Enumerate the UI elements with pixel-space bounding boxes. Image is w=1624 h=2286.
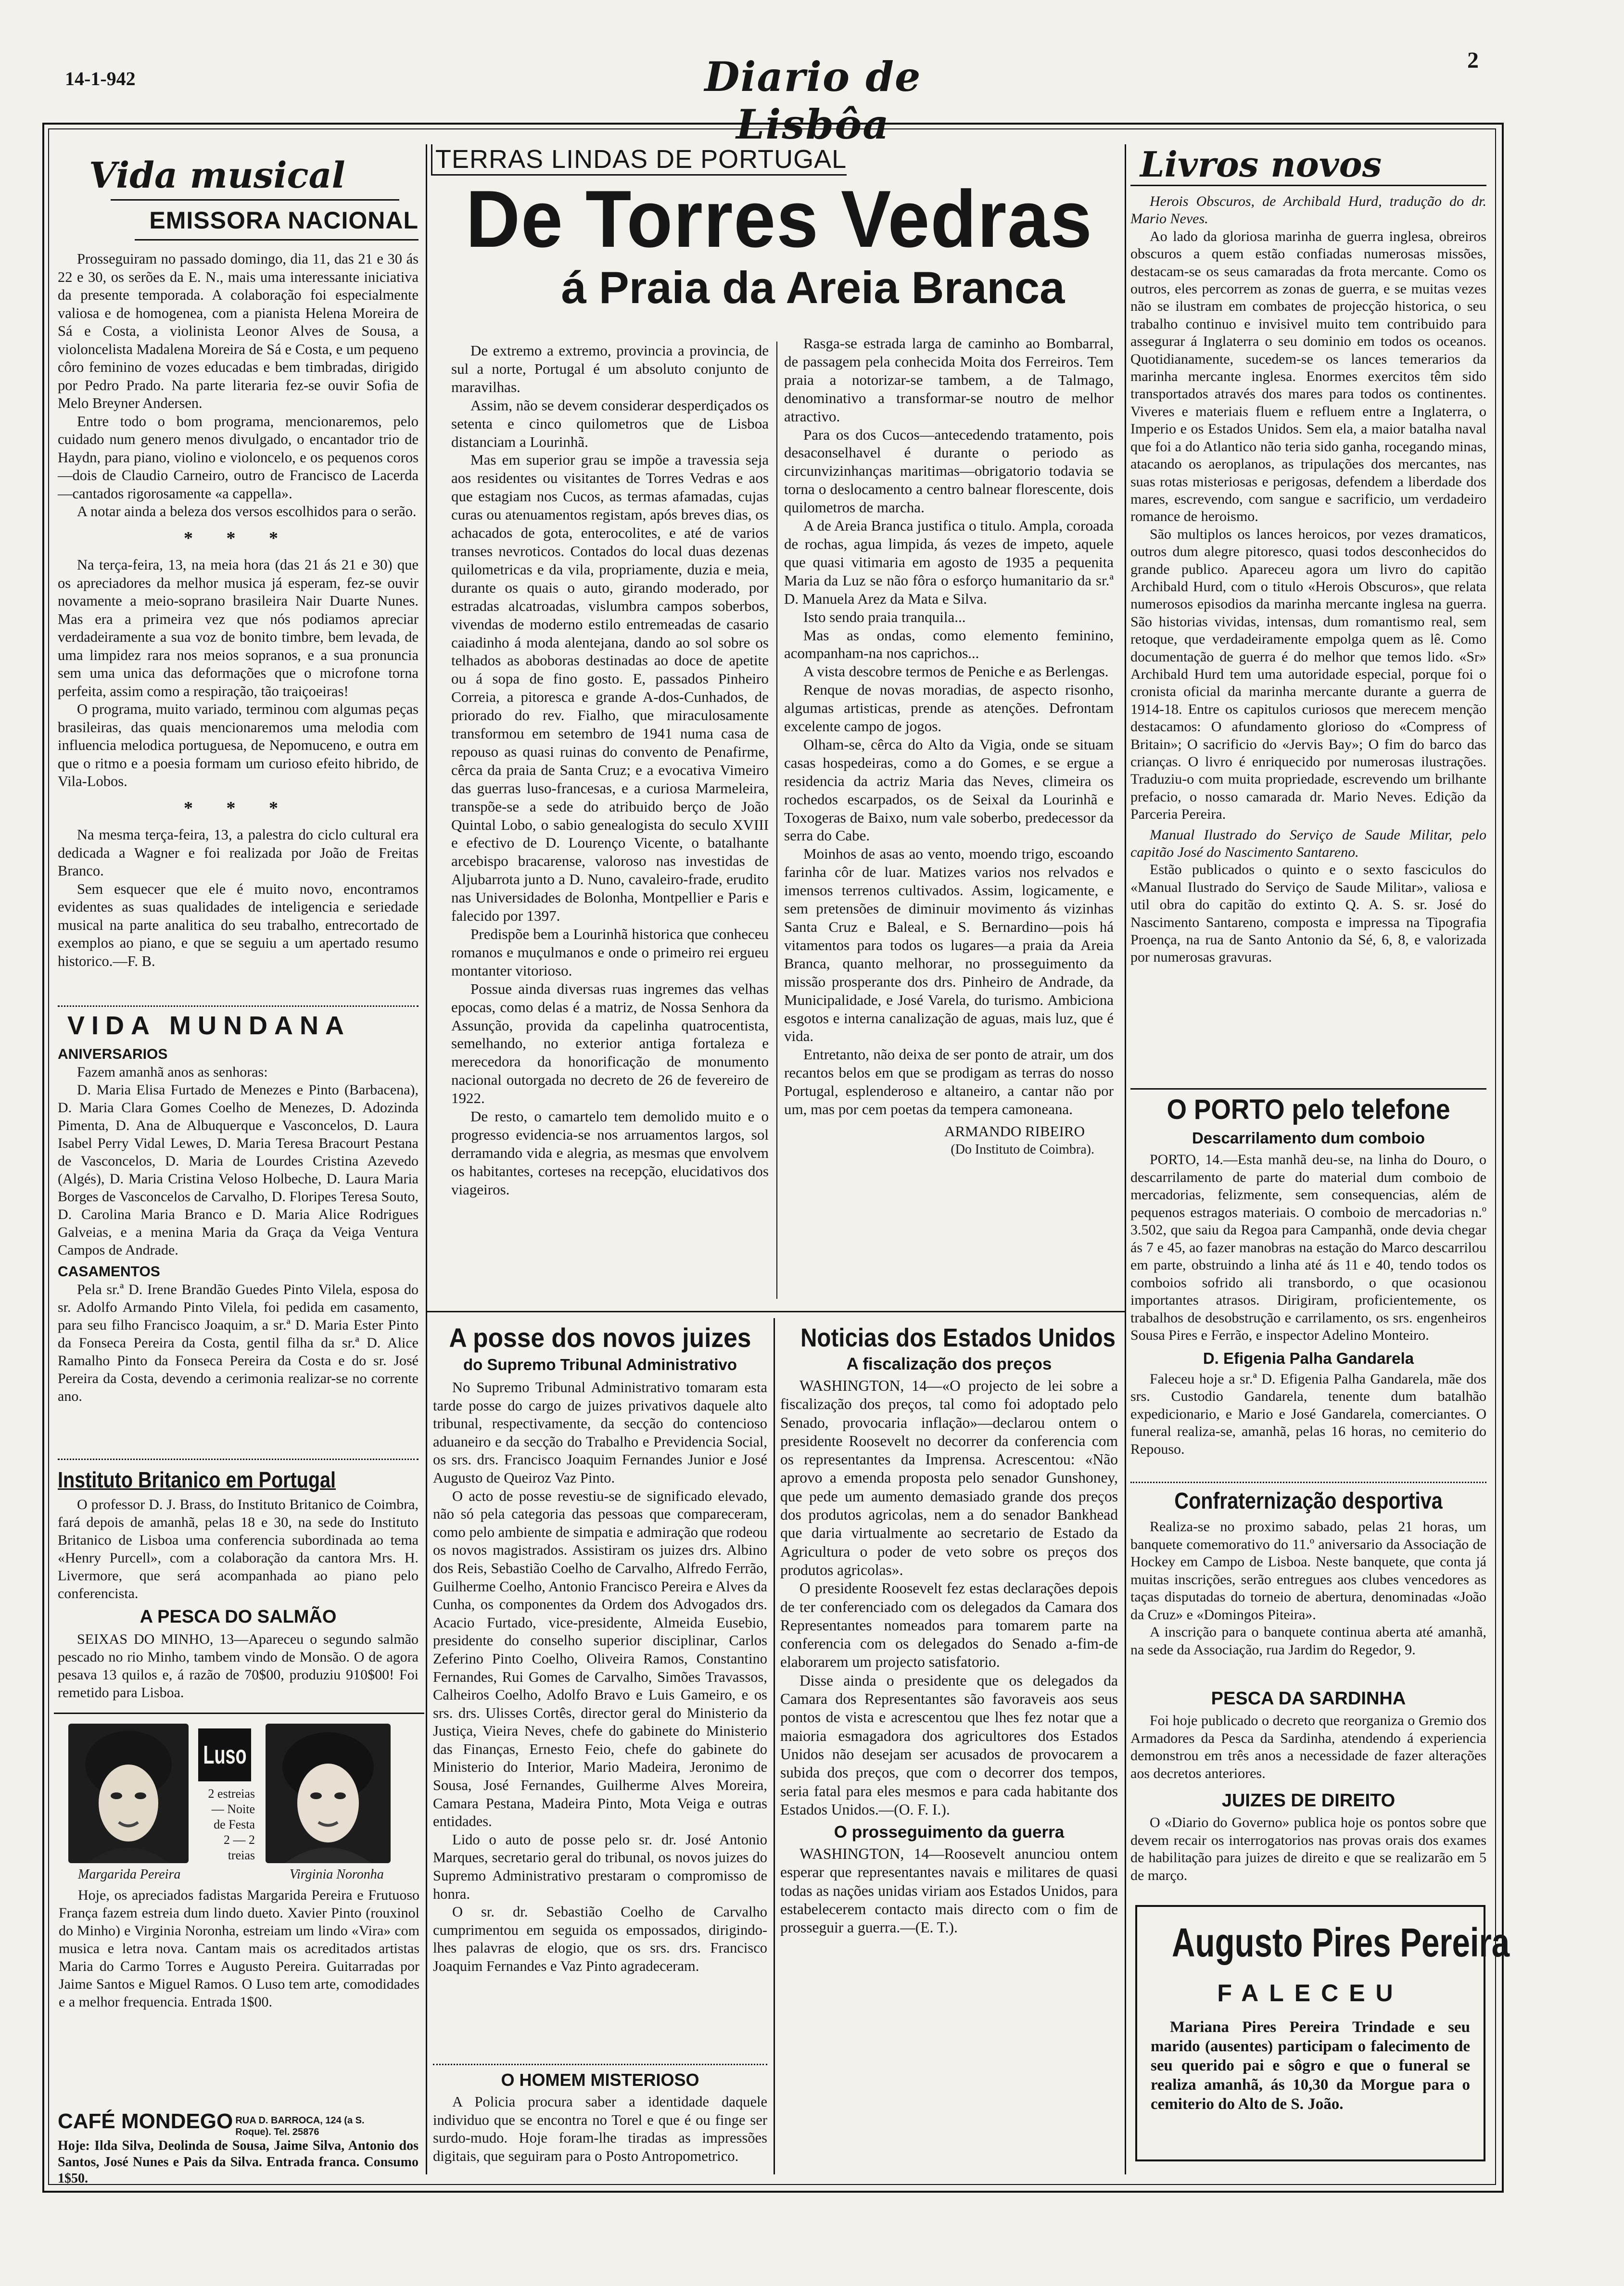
terras-section xyxy=(428,144,1123,1308)
obituary-box xyxy=(1135,1905,1510,2161)
posse-head: A posse dos novos juizes xyxy=(449,1322,751,1353)
cafe-body xyxy=(58,2138,419,2187)
column-rule-3 xyxy=(774,1318,775,2174)
paragraph: Hoje: Ilda Silva, Deolinda de Sousa, Jaime Silva, Antonio dos Santos, José Nunes e Pais da Silva. Entrada franca. Consumo 1$50. xyxy=(58,2138,419,2186)
confrat-head: Confraternização desportiva xyxy=(1174,1488,1443,1514)
paragraph: Olham-se, cêrca do Alto da Vigia, onde se situam casas hospedeiras, como a do Gomes, e se ergue a residencia da actriz Maria das Neves, climeira os rochedos escarpados, os de Seixal da Lourinhã e Toxogeras de Baixo, num vale soberbo, predecessor da serra do Cabe. xyxy=(784,736,1114,844)
paragraph: WASHINGTON, 14—Roosevelt anunciou ontem esperar que representantes navais e militares de quasi todas as nações unidas viriam aos Estados Unidos, para estabelecerem contacto mais directo com o fim de prosseguir a guerra.—(E. T.). xyxy=(780,1845,1118,1936)
paragraph: O professor D. J. Brass, do Instituto Britanico de Coimbra, fará depois de amanhã, pelas 18 e 30, na sede do Instituto Britanico de Lisboa uma conferencia subordinada ao tema «Henry Purcell», com a colaboração da cantora Mrs. H. Livermore, que será acompanhada ao piano pelo conferencista. xyxy=(58,1497,419,1601)
masthead xyxy=(0,0,1624,148)
paragraph: SEIXAS DO MINHO, 13—Apareceu o segundo salmão pescado no rio Minho, tambem vindo de Monsão. O de agora pesava 13 quilos e, á razão de 70$00, produziu 910$00! Foi remetido para Lisboa. xyxy=(58,1631,419,1701)
paragraph: Isto sendo praia tranquila... xyxy=(803,608,966,625)
paragraph: Sem esquecer que ele é muito novo, encontramos evidentes as suas qualidades de inteligencia e seriedade musical na parte analitica do seu trabalho, entrecortado de exemplos ao piano, e que se seguiu a um apertado resumo historico.—F. B. xyxy=(58,880,419,969)
aniversarios-head: ANIVERSARIOS xyxy=(58,1046,168,1062)
livros-section xyxy=(1130,144,1486,966)
badge-line: — Noite xyxy=(211,1802,255,1816)
paragraph: Prosseguiram no passado domingo, dia 11, das 21 e 30 ás 22 e 30, os serões da E. N., mais uma interessante iniciativa da presente temporada. A colaboração foi especialmente valiosa e de homogenea, com a pianista Helena Moreira de Sá e Costa, a violinista Leonor Alves de Sousa, a violoncelista Madalena Moreira de Sá e Costa, e um pequeno côro feminino de vozes educadas e bem timbradas, dirigido por Pedro Prado. Na parte literaria fez-se ouvir Sofia de Melo Breyner Andersen. xyxy=(58,251,419,411)
badge-line: 2 — 2 xyxy=(224,1833,255,1847)
kicker-rule xyxy=(111,199,399,201)
terras-subtitle: á Praia da Areia Branca xyxy=(561,262,1065,313)
vida-musical-kicker: Vida musical xyxy=(89,155,345,196)
badge-line: 2 estreias xyxy=(208,1787,255,1801)
book-title: Herois Obscuros, de Archibald Hurd, tradução do dr. Mario Neves. xyxy=(1130,193,1486,227)
paragraph: Pela sr.ª D. Irene Brandão Guedes Pinto Vilela, esposa do sr. Adolfo Armando Pinto Vilela, foi pedida em casamento, para seu filho Francisco Joaquim, a sr.ª D. Maria Ester Pinto da Fonseca Pereira da Costa, gentil filha da sr.ª D. Alice Ramalho Pinto da Fonseca Pereira da Costa e do sr. José Pereira da Costa, devendo a cerimonia realizar-se no corrente ano. xyxy=(58,1282,419,1404)
terras-column-rule xyxy=(776,342,777,1299)
issue-date: 14-1-942 xyxy=(65,68,136,89)
paragraph: Predispõe bem a Lourinhã historica que conheceu romanos e muçulmanos e onde o primeiro rei ergueu montanter vitorioso. xyxy=(451,926,769,979)
caption-right: Virginia Noronha xyxy=(290,1867,384,1882)
livros-body xyxy=(1130,193,1486,966)
casamentos-head: CASAMENTOS xyxy=(58,1264,160,1280)
luso-ad xyxy=(54,1713,424,2010)
paragraph: Estão publicados o quinto e o sexto fasciculos do «Manual Ilustrado do Serviço de Saude Militar», valiosa e util obra do capitão do extinto Q. A. S. sr. José do Nascimento Santareno, composta e impressa na Tipografia Proença, na rua de Santo Antonio da Sé, 6, 8, e valorizada por numerosas gravuras. xyxy=(1130,862,1486,965)
page-number: 2 xyxy=(1467,48,1479,73)
paragraph: A de Areia Branca justifica o titulo. Ampla, coroada de rochas, agua limpida, ás vezes de impeto, aquele que quasi vitimaria em agosto de 1935 a pequenita Maria da Luz se não fôra o esforço humanitario da sr.ª D. Manuela Arez da Mata e Silva. xyxy=(784,517,1114,607)
photo-margarida-pereira xyxy=(68,1724,189,1863)
obituary-faleceu: FALECEU xyxy=(1217,1980,1404,2007)
paragraph: Lido o auto de posse pelo sr. dr. José Antonio Marques, secretario geral do tribunal, os novos juizes do Supremo Administrativo prestaram o compromisso de honra. xyxy=(433,1831,767,1902)
porto-head: O PORTO pelo telefone xyxy=(1167,1094,1450,1125)
paragraph: WASHINGTON, 14—«O projecto de lei sobre a fiscalização dos preços, tal como foi adoptado pelo Senado, provocaria inflação»—declarou ontem o presidente Roosevelt no decorrer da conferencia com os representantes da Imprensa. Acrescentou: «Não aprovo a emenda proposta pelo senador Gunshoney, que pede um aumento demasiado grande dos preços dos produtos agricolas, nem a do senador Bankhead que daria virtualmente ao secretario de Estado da Agricultura o poder de veto sobre os preços dos produtos agricolas». xyxy=(780,1377,1118,1578)
sardinha-body xyxy=(1130,1712,1486,1782)
eua-section xyxy=(780,1323,1118,1937)
terras-kicker: TERRAS LINDAS DE PORTUGAL xyxy=(431,144,847,176)
dotted-rule xyxy=(58,1005,419,1007)
paragraph: Realiza-se no proximo sabado, pelas 21 horas, um banquete comemorativo do 11.º aniversario da Associação de Hockey em Campo de Lisboa. Neste banquete, que conta já muitas inscrições, serão entregues aos clubes vencedores as taças disputadas do torneio de abertura, denominadas «João da Cruz» e «Domingos Piteira». xyxy=(1130,1519,1486,1623)
instituto-section xyxy=(58,1459,419,1602)
juizes-section xyxy=(1130,1791,1486,1884)
vida-mundana-head: VIDA MUNDANA xyxy=(67,1011,351,1040)
paragraph: A Policia procura saber a identidade daquele individuo que se encontra no Torel e que é ou finge ser surdo-mudo. Hoje foram-lhe tiradas as impressões digitais, que seguiram para o Posto Antropometrico. xyxy=(433,2094,767,2164)
luso-badge xyxy=(207,1786,255,1863)
sardinha-head: PESCA DA SARDINHA xyxy=(1211,1689,1406,1709)
paragraph: Foi hoje publicado o decreto que reorganiza o Gremio dos Armadores da Pesca da Sardinha, atendendo á experiencia demonstrou em três anos a necessidade de fazer alterações aos decretos anteriores. xyxy=(1130,1713,1486,1781)
paragraph: A notar ainda a beleza dos versos escolhidos para o serão. xyxy=(77,503,417,520)
luso-logo xyxy=(198,1728,251,1781)
salmao-body xyxy=(58,1630,419,1702)
badge-line: de Festa xyxy=(214,1817,255,1831)
salmao-head: A PESCA DO SALMÃO xyxy=(140,1607,337,1627)
juizes-body xyxy=(1130,1814,1486,1884)
instituto-body xyxy=(58,1496,419,1602)
terras-author: ARMANDO RIBEIRO xyxy=(944,1122,1085,1140)
badge-line: treias xyxy=(228,1848,255,1862)
paragraph: O programa, muito variado, terminou com algumas peças brasileiras, das quais mencionaremos uma melodia com influencia melodica portuguesa, de Nepomuceno, e outra em que o ritmo e a poesia formam um curioso efeito hibrido, de Vila-Lobos. xyxy=(58,701,419,789)
paragraph: Possue ainda diversas ruas ingremes das velhas epocas, como delas é a matriz, de Nossa Senhora da Assunção, provida da capelinha quatrocentista, semelhando, no exterior antiga fortaleza e merecedora da honorificação de monumento nacional outorgada no decreto de 26 de fevereiro de 1922. xyxy=(451,980,769,1107)
vida-mundana-section xyxy=(58,1005,419,1405)
vida-musical-section xyxy=(58,154,419,970)
book-title: Manual Ilustrado do Serviço de Saude Militar, pelo capitão José do Nascimento Santareno. xyxy=(1130,826,1486,861)
porto-body xyxy=(1130,1151,1486,1345)
terras-author-aff: (Do Instituto de Coimbra). xyxy=(951,1142,1094,1157)
paragraph: No Supremo Tribunal Administrativo tomaram esta tarde posse do cargo de juizes privativos daquele alto tribunal, respectivamente, da secção do contencioso aduaneiro e da secção do Trabalho e Previdencia Social, os srs. drs. Francisco Joaquim Fernandes Junior e José Augusto de Queiroz Vaz Pinto. xyxy=(433,1379,767,1486)
posse-subhead: do Supremo Tribunal Administrativo xyxy=(463,1356,737,1373)
obituary-name: Augusto Pires Pereira xyxy=(1172,1920,1510,1965)
paragraph: Rasga-se estrada larga de caminho ao Bombarral, de passagem pela conhecida Moita dos Ferreiros. Tem praia a notorizar-se tambem, a de Talmago, denominativo a transformar-se noutro de melhor atractivo. xyxy=(784,335,1114,425)
photo-virginia-noronha xyxy=(266,1724,391,1863)
caption-left: Margarida Pereira xyxy=(78,1867,181,1882)
terras-title: De Torres Vedras xyxy=(466,174,1093,264)
paragraph: Hoje, os apreciados fadistas Margarida Pereira e Frutuoso França fazem estreia dum lindo dueto. Xavier Pinto (rouxinol do Minho) e Virginia Noronha, estreiam um lindo «Vira» com musica e letra nova. Cantam mais os acreditados artistas Maria do Carmo Torres e Augusto Pereira. Guitarradas por Jaime Santos e Miguel Ramos. O Luso tem arte, comodidades e a melhor frequencia. Entrada 1$00. xyxy=(59,1887,419,2010)
paragraph: O acto de posse revestiu-se de significado elevado, não só pela categoria das pessoas que compareceram, como pelo ambiente de simpatia e admiração que rodeou os novos magistrados. Assistiram os juizes drs. Albino dos Reis, Sebastião Coelho de Carvalho, Alfredo Ferrão, Guilherme Coelho, Antonio Francisco Pereira e Alves da Cunha, os componentes da Ordem dos Advogados drs. Acacio Furtado, vice-presidente, Almeida Eusebio, presidente do conselho superior disciplinar, Carlos Zeferino Pinto Coelho, Oliveira Ramos, Constantino Fernandes, Rui Gomes de Carvalho, Simões Travassos, Calheiros Coelho, Adolfo Bravo e Luis Gameiro, e os srs. drs. Ulisses Cortês, director geral do Ministerio da Justiça, Vieira Neves, chefe do gabinete do Ministerio das Finanças, Ernesto Feio, chefe do gabinete do Ministerio do Interior, Mario Madeira, Jeronimo de Sousa, José Fernandes, Guilherme Alves Moreira, Camara Pestana, Madeira Pinto, Mota Veiga e outras entidades. xyxy=(433,1487,767,1830)
obit-body xyxy=(1130,1371,1486,1459)
section-rule-mid xyxy=(427,1311,1125,1312)
portrait-icon xyxy=(266,1724,391,1863)
misterioso-section xyxy=(433,2064,767,2165)
obit-head: D. Efigenia Palha Gandarela xyxy=(1203,1349,1414,1367)
eua-sub1: A fiscalização dos preços xyxy=(846,1355,1052,1373)
paragraph: Ao lado da gloriosa marinha de guerra inglesa, obreiros obscuros a quem estão confiadas numerosas missões, destacam-se os seus camaradas da frota mercante. Como os outros, eles percorrem as zonas de guerra, e se muitas vezes não se ilustram em combates de projecção historica, o seu trabalho continuo e invisivel muito tem contribuido para assegurar á Inglaterra o seu dominio em todos os oceanos. Quotidianamente, sucedem-se os lances temerarios da marinha mercante inglesa. Enormes exercitos têm sido transportados através dos mares para todos os continentes. Viveres e materiais fluem e refluem entre a Inglaterra, o Imperio e os Estados Unidos. Sem ela, a maior batalha naval que foi a do Atlantico não teria sido ganha, rocegando minas, atacando os aeroplanos, as tripulações dos mercantes, nas suas rotas misteriosas e perigosas, defendem a liberdade dos mares, escrevendo, com sangue e sacrificio, um verdadeiro romance de heroismo. xyxy=(1130,228,1486,525)
paragraph: Para os dos Cucos—antecedendo tratamento, pois desaconselhavel é durante o periodo as circunvizinhanças maritimas—obrigatorio todavia se torna o deslocamento a centro balnear florescente, dois quilometros de marcha. xyxy=(784,426,1114,516)
dotted-rule xyxy=(1130,1482,1486,1483)
sardinha-section xyxy=(1130,1689,1486,1782)
paragraph: PORTO, 14.—Esta manhã deu-se, na linha do Douro, o descarrilamento de parte do material dum comboio de mercadorias, felizmente, sem consequencias, além de pequenos estragos materiais. O comboio de mercadorias n.º 3.502, que saiu da Regoa para Campanhã, onde devia chegar ás 7 e 45, ao fazer manobras na estação do Marco descarrilou em parte, obstruindo a linha até ás 11 e 40, tendo todos os comboios sofrido ali transbordo, o que ocasionou importantes atrasos. Dirigiram, proficientemente, os trabalhos de desobstrução e carrilamento, os srs. engenheiros Sousa Pires e Ferrão, e inspector Adelino Monteiro. xyxy=(1130,1152,1486,1343)
livros-head: Livros novos xyxy=(1130,144,1486,186)
section-stars: * * * xyxy=(184,528,292,548)
paragraph: Fazem amanhã anos as senhoras: xyxy=(77,1064,268,1080)
paragraph: São multiplos os lances heroicos, por vezes dramaticos, outros dum alegre pitoresco, quasi todos desconhecidos do grande publico. Apareceu agora um livro do capitão Archibald Hurd, com o titulo «Herois Obscuros», que relata numerosos episodios da marinha mercante inglesa na guerra. São historias vividas, intensas, dum romantismo real, sem retoque, que verdadeiramente empolga quem as lê. Como documentação de guerra é do melhor que temos lido. «Sr» Archibald Hurd tem uma autoridade especial, porque foi o cronista oficial da marinha mercante durante a guerra de 1914-18. Entre os capitulos curiosos que merecem menção destacamos: O afundamento glorioso do «Compress of Britain»; O sacrificio do «Jervis Bay»; O fim do barco das crianças. O livro é enriquecido por numerosas ilustrações. Traduziu-o com muita propriedade, escrevendo um brilhante prefacio, o nosso camarada dr. Mario Neves. Edição da Parceria Pereira. xyxy=(1130,526,1486,823)
paragraph: Disse ainda o presidente que os delegados da Camara dos Representantes são favoraveis aos seus pontos de vista e acrescentou que lhes fez notar que a maioria esmagadora dos agricultores dos Estados Unidos não desejam ser acusados de provocarem a subida dos preços, que com o decorrer dos tempos, seria fatal para eles mesmos e para cada habitante dos Estados Unidos.—(O. F. I.). xyxy=(780,1672,1118,1818)
paragraph: Assim, não se devem considerar desperdiçados os setenta e cinco quilometros que de Lisboa distanciam a Lourinhã. xyxy=(451,396,769,450)
cafe-name: CAFÉ MONDEGO xyxy=(58,2109,233,2133)
paragraph: A inscrição para o banquete continua aberta até amanhã, na sede da Associação, rua Jardim do Regedor, 9. xyxy=(1130,1624,1486,1658)
paragraph: Entre todo o bom programa, mencionaremos, pelo cuidado num genero menos divulgado, o encantador trio de Haydn, para piano, violino e violoncelo, e os pequenos coros—dois de Claudio Carneiro, outro de Francisco de Lacerda—cantados rigorosamente «a cappella». xyxy=(58,413,419,502)
obituary-body xyxy=(1151,2018,1470,2114)
posse-body xyxy=(433,1379,767,1976)
paragraph: Mas as ondas, como elemento feminino, acompanham-na nos caprichos... xyxy=(784,626,1114,662)
cafe-mondego-ad xyxy=(58,2109,419,2187)
paragraph: Moinhos de asas ao vento, moendo trigo, escoando farinha côr de luar. Matizes varios nos relvados e imensos terrenos cultivados. Assim, logicamente, e sem pretensões de diminuir movimento ás vizinhas Santa Cruz e Baleal, e S. Bernardino—pois há vitamentos para todos os lugares—a praia da Areia Branca, quanto melhorar, no prosseguimento da missão prosperante dos drs. Pinheiro de Andrade, da Municipalidade, e José Varela, do turismo. Ambiciona esgotos e interna canalização de aguas, mais luz, que é vida. xyxy=(784,845,1114,1045)
eua-body-2 xyxy=(780,1845,1118,1937)
luso-body xyxy=(59,1886,419,2011)
dotted-rule xyxy=(58,1459,419,1460)
paragraph: Mariana Pires Pereira Trindade e seu marido (ausentes) participam o falecimento de seu querido pai e sôgro e que o funeral se realiza amanhã, ás 10,30 da Morgue para o cemiterio do Alto de S. João. xyxy=(1151,2019,1470,2113)
column-rule-1 xyxy=(426,144,427,2174)
salmao-section xyxy=(58,1607,419,1702)
confrat-body xyxy=(1130,1518,1486,1659)
paragraph: O «Diario do Governo» publica hoje os pontos sobre que devem recair os interrogatorios nas provas orais dos exames de habilitação para juizes de direito e que se realizarão em 5 de março. xyxy=(1130,1815,1486,1883)
misterioso-body xyxy=(433,2093,767,2165)
confrat-section xyxy=(1130,1482,1486,1659)
porto-sub: Descarrilamento dum comboio xyxy=(1192,1129,1425,1147)
juizes-head: JUIZES DE DIREITO xyxy=(1221,1791,1396,1811)
paragraph: Na mesma terça-feira, 13, a palestra do ciclo cultural era dedicada a Wagner e foi realizada por João de Freitas Branco. xyxy=(58,826,419,879)
porto-section xyxy=(1130,1088,1486,1458)
paragraph: De resto, o camartelo tem demolido muito e o progresso evidencia-se nos arruamentos largos, sol derramando vida e alegria, as mesmas que envolvem os habitantes, corteses na recepção, elucidativos dos viageiros. xyxy=(451,1108,769,1198)
paragraph: Renque de novas moradias, de aspecto risonho, algumas artisticas, prende as atenções. Defrontam excelente campo de jogos. xyxy=(784,681,1114,735)
eua-sub2: O prosseguimento da guerra xyxy=(834,1823,1065,1842)
misterioso-head: O HOMEM MISTERIOSO xyxy=(501,2070,699,2090)
paragraph: O sr. dr. Sebastião Coelho de Carvalho cumprimentou em seguida os empossados, dirigindo-lhes palavras de elogio, que os srs. drs. Francisco Joaquim Fernandes e Vaz Pinto agradeceram. xyxy=(433,1904,767,1974)
terras-col2 xyxy=(784,334,1114,1159)
instituto-head: Instituto Britanico em Portugal xyxy=(58,1467,336,1492)
column-rule-2 xyxy=(1125,144,1126,2174)
eua-head: Noticias dos Estados Unidos xyxy=(800,1323,1116,1352)
paragraph: O presidente Roosevelt fez estas declarações depois de ter conferenciado com os delegados da Camara dos Representantes nomeados para tomarem parte na conferencia com os delegados do Senado a-fim-de elaborarem um projecto satisfatorio. xyxy=(780,1580,1118,1671)
posse-section xyxy=(433,1323,767,1976)
cafe-address: RUA D. BARROCA, 124 (a S. Roque). Tel. 25876 xyxy=(235,2115,365,2137)
paragraph: A vista descobre termos de Peniche e as Berlengas. xyxy=(803,663,1109,680)
vida-musical-body xyxy=(58,250,419,970)
terras-col1 xyxy=(451,342,769,1199)
paragraph: Mas em superior grau se impõe a travessia seja aos residentes ou visitantes de Torres Vedras e aos que estagiam nos Cucos, as termas afamadas, cujas curas ou atenuamentos registam, após breves dias, os achacados de gota, enterocolites, e até de varios transes nevroticos. Contados do local duas dezenas quilometricas e da vila, propriamente, duzia e meia, durante os quais o auto, girando moderado, por estradas alcatroadas, vislumbra campos soberbos, vivendas de moderno estilo entremeadas de casario caiadinho á moda alentejana, dando ao sol sobre os telhados as aboboras destinadas ao doce de apetite ou á sopa de fino gosto. E, passados Pinheiro Correia, a pitoresca e grande A-dos-Cunhados, de priorado do rev. Fialho, que miraculosamente transformou em setembro de 1941 numa casa de repouso as quasi ruinas do convento de Penafirme, cêrca da praia de Santa Cruz; e a evocativa Vimeiro das guerras luso-francesas, e a curiosa Marmeleira, transpõe-se a sede do atribuido berço de João Quintal Lobo, o sabio genealogista do seculo XVIII e efectivo de D. Lourenço Vicente, o batalhante arcebispo bracarense, valoroso nas investidas de Aljubarrota junto a D. Nuno, cavaleiro-frade, erudito nas Universidades de Bolonha, Montpellier e Paris e falecido por 1397. xyxy=(451,451,769,925)
paragraph: Faleceu hoje a sr.ª D. Efigenia Palha Gandarela, mãe dos srs. Custodio Gandarela, tenente dum batalhão expedicionario, e Mario e José Gandarela, comerciantes. O funeral realiza-se, amanhã, pelas 16 horas, no cemiterio do Repouso. xyxy=(1130,1371,1486,1457)
dotted-rule xyxy=(433,2064,767,2065)
eua-body-1 xyxy=(780,1377,1118,1819)
vida-mundana-body xyxy=(58,1045,419,1405)
luso-name: Luso xyxy=(203,1740,247,1769)
paragraph: D. Maria Elisa Furtado de Menezes e Pinto (Barbacena), D. Maria Clara Gomes Coelho de Menezes, D. Adozinda Pimenta, D. Ana de Albuquerque e Vasconcelos, D. Laura Isabel Perry Vidal Lewes, D. Maria Teresa Bracourt Pestana de Vasconcelos, D. Maria de Lourdes Cristina Azevedo (Algés), D. Maria Cristina Veloso Holbeche, D. Laura Maria Borges de Vasconcelos de Carvalho, D. Floripes Teresa Souto, D. Carolina Maria Branco e D. Maria Alice Rodrigues Galveias, e a menina Maria da Graça da Veiga Ventura Campos de Andrade. xyxy=(58,1082,419,1258)
head-rule xyxy=(135,239,419,241)
rule xyxy=(1130,1088,1486,1090)
paragraph: Entretanto, não deixa de ser ponto de atrair, um dos recantos belos em que se prodigam as terras do nosso Portugal, esplenderoso e altaneiro, a cantar não por um, mas por cem poetas da tempera camoneana. xyxy=(784,1046,1114,1118)
paragraph: De extremo a extremo, provincia a provincia, de sul a norte, Portugal é um absoluto conjunto de maravilhas. xyxy=(451,342,769,395)
section-stars: * * * xyxy=(184,798,292,818)
masthead-title: Diario de Lisbôa xyxy=(704,53,922,148)
emissora-head: EMISSORA NACIONAL xyxy=(149,207,419,234)
paragraph: Na terça-feira, 13, na meia hora (das 21 ás 21 e 30) que os apreciadores da melhor musica já esperam, fez-se ouvir novamente a meio-soprano brasileira Nair Duarte Nunes. Mas era a primeira vez que nós podiamos apreciar verdadeiramente a sua voz de bonito timbre, bem levada, de uma limpidez rara nos meios sopranos, e a sua pronuncia sem uma unica das deformações que o microfone torna perfeita, assim como a respiração, tão traiçoeiras! xyxy=(58,557,419,699)
portrait-icon xyxy=(68,1724,189,1863)
